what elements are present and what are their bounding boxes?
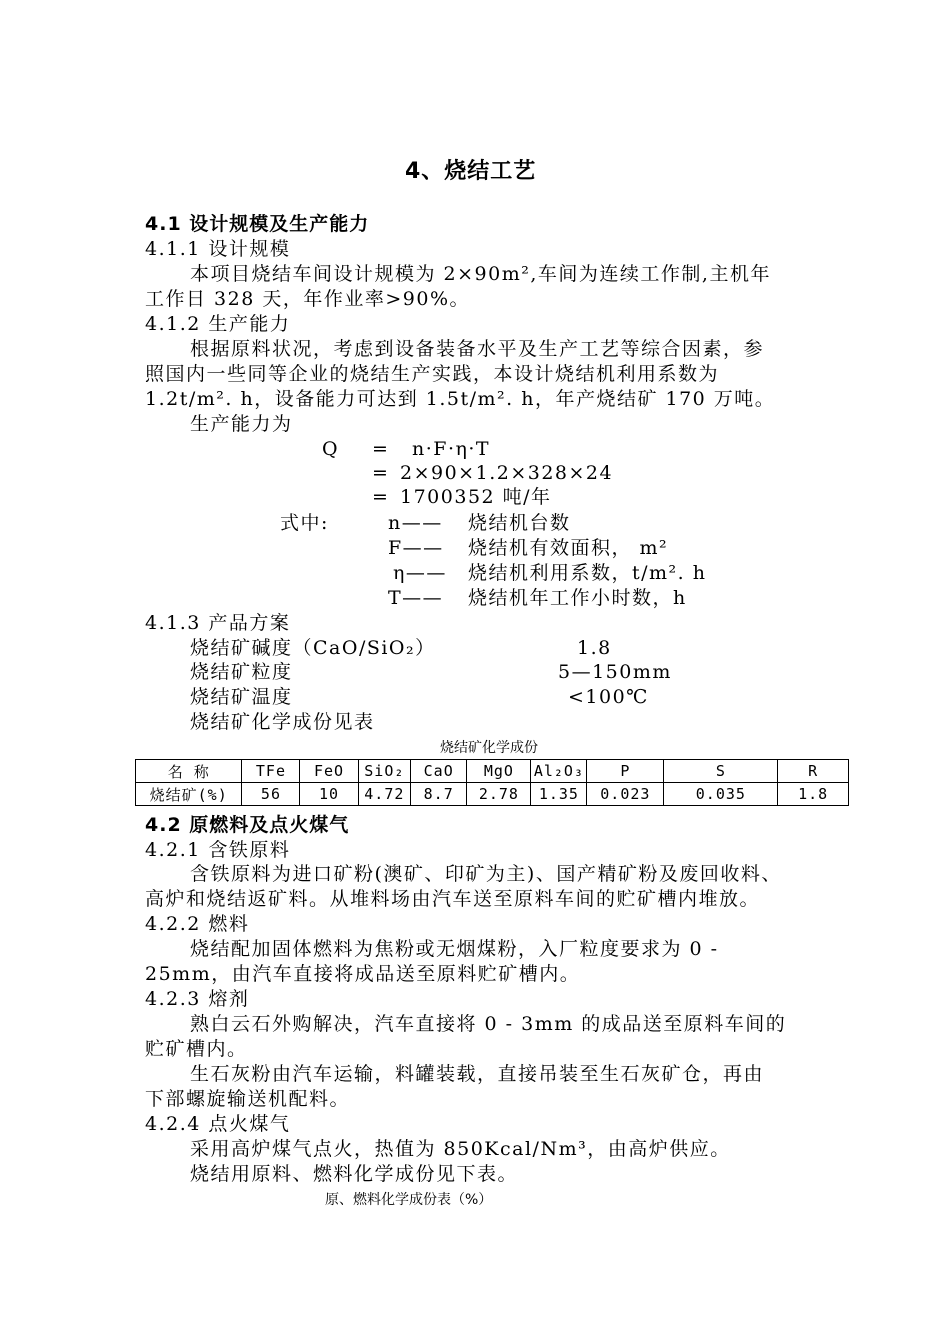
table-header-cell: TFe <box>242 760 300 783</box>
table-cell: 1.35 <box>531 783 587 806</box>
where-symbol: η—— <box>393 562 447 584</box>
formula-equals: = <box>372 462 390 484</box>
section-4-2-1-heading: 4.2.1 含铁原料 <box>145 839 291 861</box>
section-4-1-heading: 4.1 设计规模及生产能力 <box>145 213 370 235</box>
section-4-1-2-heading: 4.1.2 生产能力 <box>145 313 291 335</box>
section-4-2-heading: 4.2 原燃料及点火煤气 <box>145 814 350 836</box>
paragraph-line: 1.2t/m². h，设备能力可达到 1.5t/m². h，年产烧结矿 170 万吨。 <box>145 388 776 410</box>
paragraph-line: 根据原料状况，考虑到设备装备水平及生产工艺等综合因素，参 <box>190 338 765 360</box>
where-symbol: T—— <box>388 587 444 609</box>
product-label: 烧结矿粒度 <box>190 661 293 683</box>
table-cell: 4.72 <box>358 783 411 806</box>
product-value: <100℃ <box>568 686 649 708</box>
paragraph-line: 熟白云石外购解决，汽车直接将 0 - 3mm 的成品送至原料车间的 <box>190 1013 787 1035</box>
formula-equals: = <box>372 486 390 508</box>
formula-expression: 2×90×1.2×328×24 <box>400 462 614 484</box>
paragraph-line: 烧结用原料、燃料化学成份见下表。 <box>190 1163 519 1185</box>
where-symbol: n—— <box>388 512 443 534</box>
paragraph-line: 烧结配加固体燃料为焦粉或无烟煤粉，入厂粒度要求为 0 - <box>190 938 719 960</box>
formula-result: 1700352 吨/年 <box>400 486 552 508</box>
where-label: 式中: <box>280 512 329 534</box>
table-cell: 0.035 <box>664 783 778 806</box>
capacity-label: 生产能力为 <box>190 413 293 435</box>
product-value: 1.8 <box>577 637 612 659</box>
section-4-2-2-heading: 4.2.2 燃料 <box>145 913 250 935</box>
chem-reference: 烧结矿化学成份见表 <box>190 711 375 733</box>
paragraph-line: 生石灰粉由汽车运输，料罐装载，直接吊装至生石灰矿仓，再由 <box>190 1063 765 1085</box>
where-description: 烧结机年工作小时数，h <box>468 587 687 609</box>
paragraph-line: 高炉和烧结返矿料。从堆料场由汽车送至原料车间的贮矿槽内堆放。 <box>145 888 761 910</box>
paragraph-line: 本项目烧结车间设计规模为 2×90m²,车间为连续工作制,主机年 <box>190 263 771 285</box>
where-description: 烧结机有效面积， m² <box>468 537 669 559</box>
table-header-cell: FeO <box>300 760 358 783</box>
table-header-cell: S <box>664 760 778 783</box>
where-symbol: F—— <box>388 537 444 559</box>
paragraph-line: 贮矿槽内。 <box>145 1038 248 1060</box>
where-description: 烧结机台数 <box>468 512 571 534</box>
table-row <box>136 783 849 806</box>
table-header-cell: P <box>587 760 664 783</box>
table-header-cell: R <box>778 760 849 783</box>
paragraph-line: 25mm，由汽车直接将成品送至原料贮矿槽内。 <box>145 963 581 985</box>
table-cell: 10 <box>300 783 358 806</box>
table-caption: 烧结矿化学成份 <box>440 740 538 756</box>
section-4-2-3-heading: 4.2.3 熔剂 <box>145 988 250 1010</box>
table-header-cell: MgO <box>467 760 531 783</box>
table-header-cell: 名 称 <box>136 760 242 783</box>
table-cell: 1.8 <box>778 783 849 806</box>
formula-q: Q <box>322 438 340 460</box>
table-cell: 烧结矿(%) <box>136 783 242 806</box>
paragraph-line: 下部螺旋输送机配料。 <box>145 1088 351 1110</box>
formula-expression: n·F·η·T <box>412 438 491 460</box>
table-cell: 8.7 <box>411 783 467 806</box>
page-title: 4、烧结工艺 <box>405 159 537 184</box>
paragraph-line: 含铁原料为进口矿粉(澳矿、印矿为主)、国产精矿粉及废回收料、 <box>190 863 782 885</box>
paragraph-line: 工作日 328 天，年作业率>90%。 <box>145 288 470 310</box>
product-label: 烧结矿温度 <box>190 686 293 708</box>
paragraph-line: 照国内一些同等企业的烧结生产实践，本设计烧结机利用系数为 <box>145 363 720 385</box>
where-description: 烧结机利用系数，t/m². h <box>468 562 707 584</box>
section-4-1-3-heading: 4.1.3 产品方案 <box>145 612 291 634</box>
table-cell: 2.78 <box>467 783 531 806</box>
table-header-row <box>136 760 849 783</box>
paragraph-line: 采用高炉煤气点火，热值为 850Kcal/Nm³，由高炉供应。 <box>190 1138 731 1160</box>
table-header-cell: SiO₂ <box>358 760 411 783</box>
table-header-cell: Al₂O₃ <box>531 760 587 783</box>
product-value: 5—150mm <box>558 661 672 683</box>
section-4-2-4-heading: 4.2.4 点火煤气 <box>145 1113 291 1135</box>
table-header-cell: CaO <box>411 760 467 783</box>
table-cell: 56 <box>242 783 300 806</box>
table2-caption: 原、燃料化学成份表（%） <box>325 1192 493 1208</box>
sinter-chemistry-table <box>135 759 849 806</box>
product-label: 烧结矿碱度（CaO/SiO₂） <box>190 637 436 659</box>
section-4-1-1-heading: 4.1.1 设计规模 <box>145 238 291 260</box>
formula-equals: = <box>372 438 390 460</box>
table-cell: 0.023 <box>587 783 664 806</box>
